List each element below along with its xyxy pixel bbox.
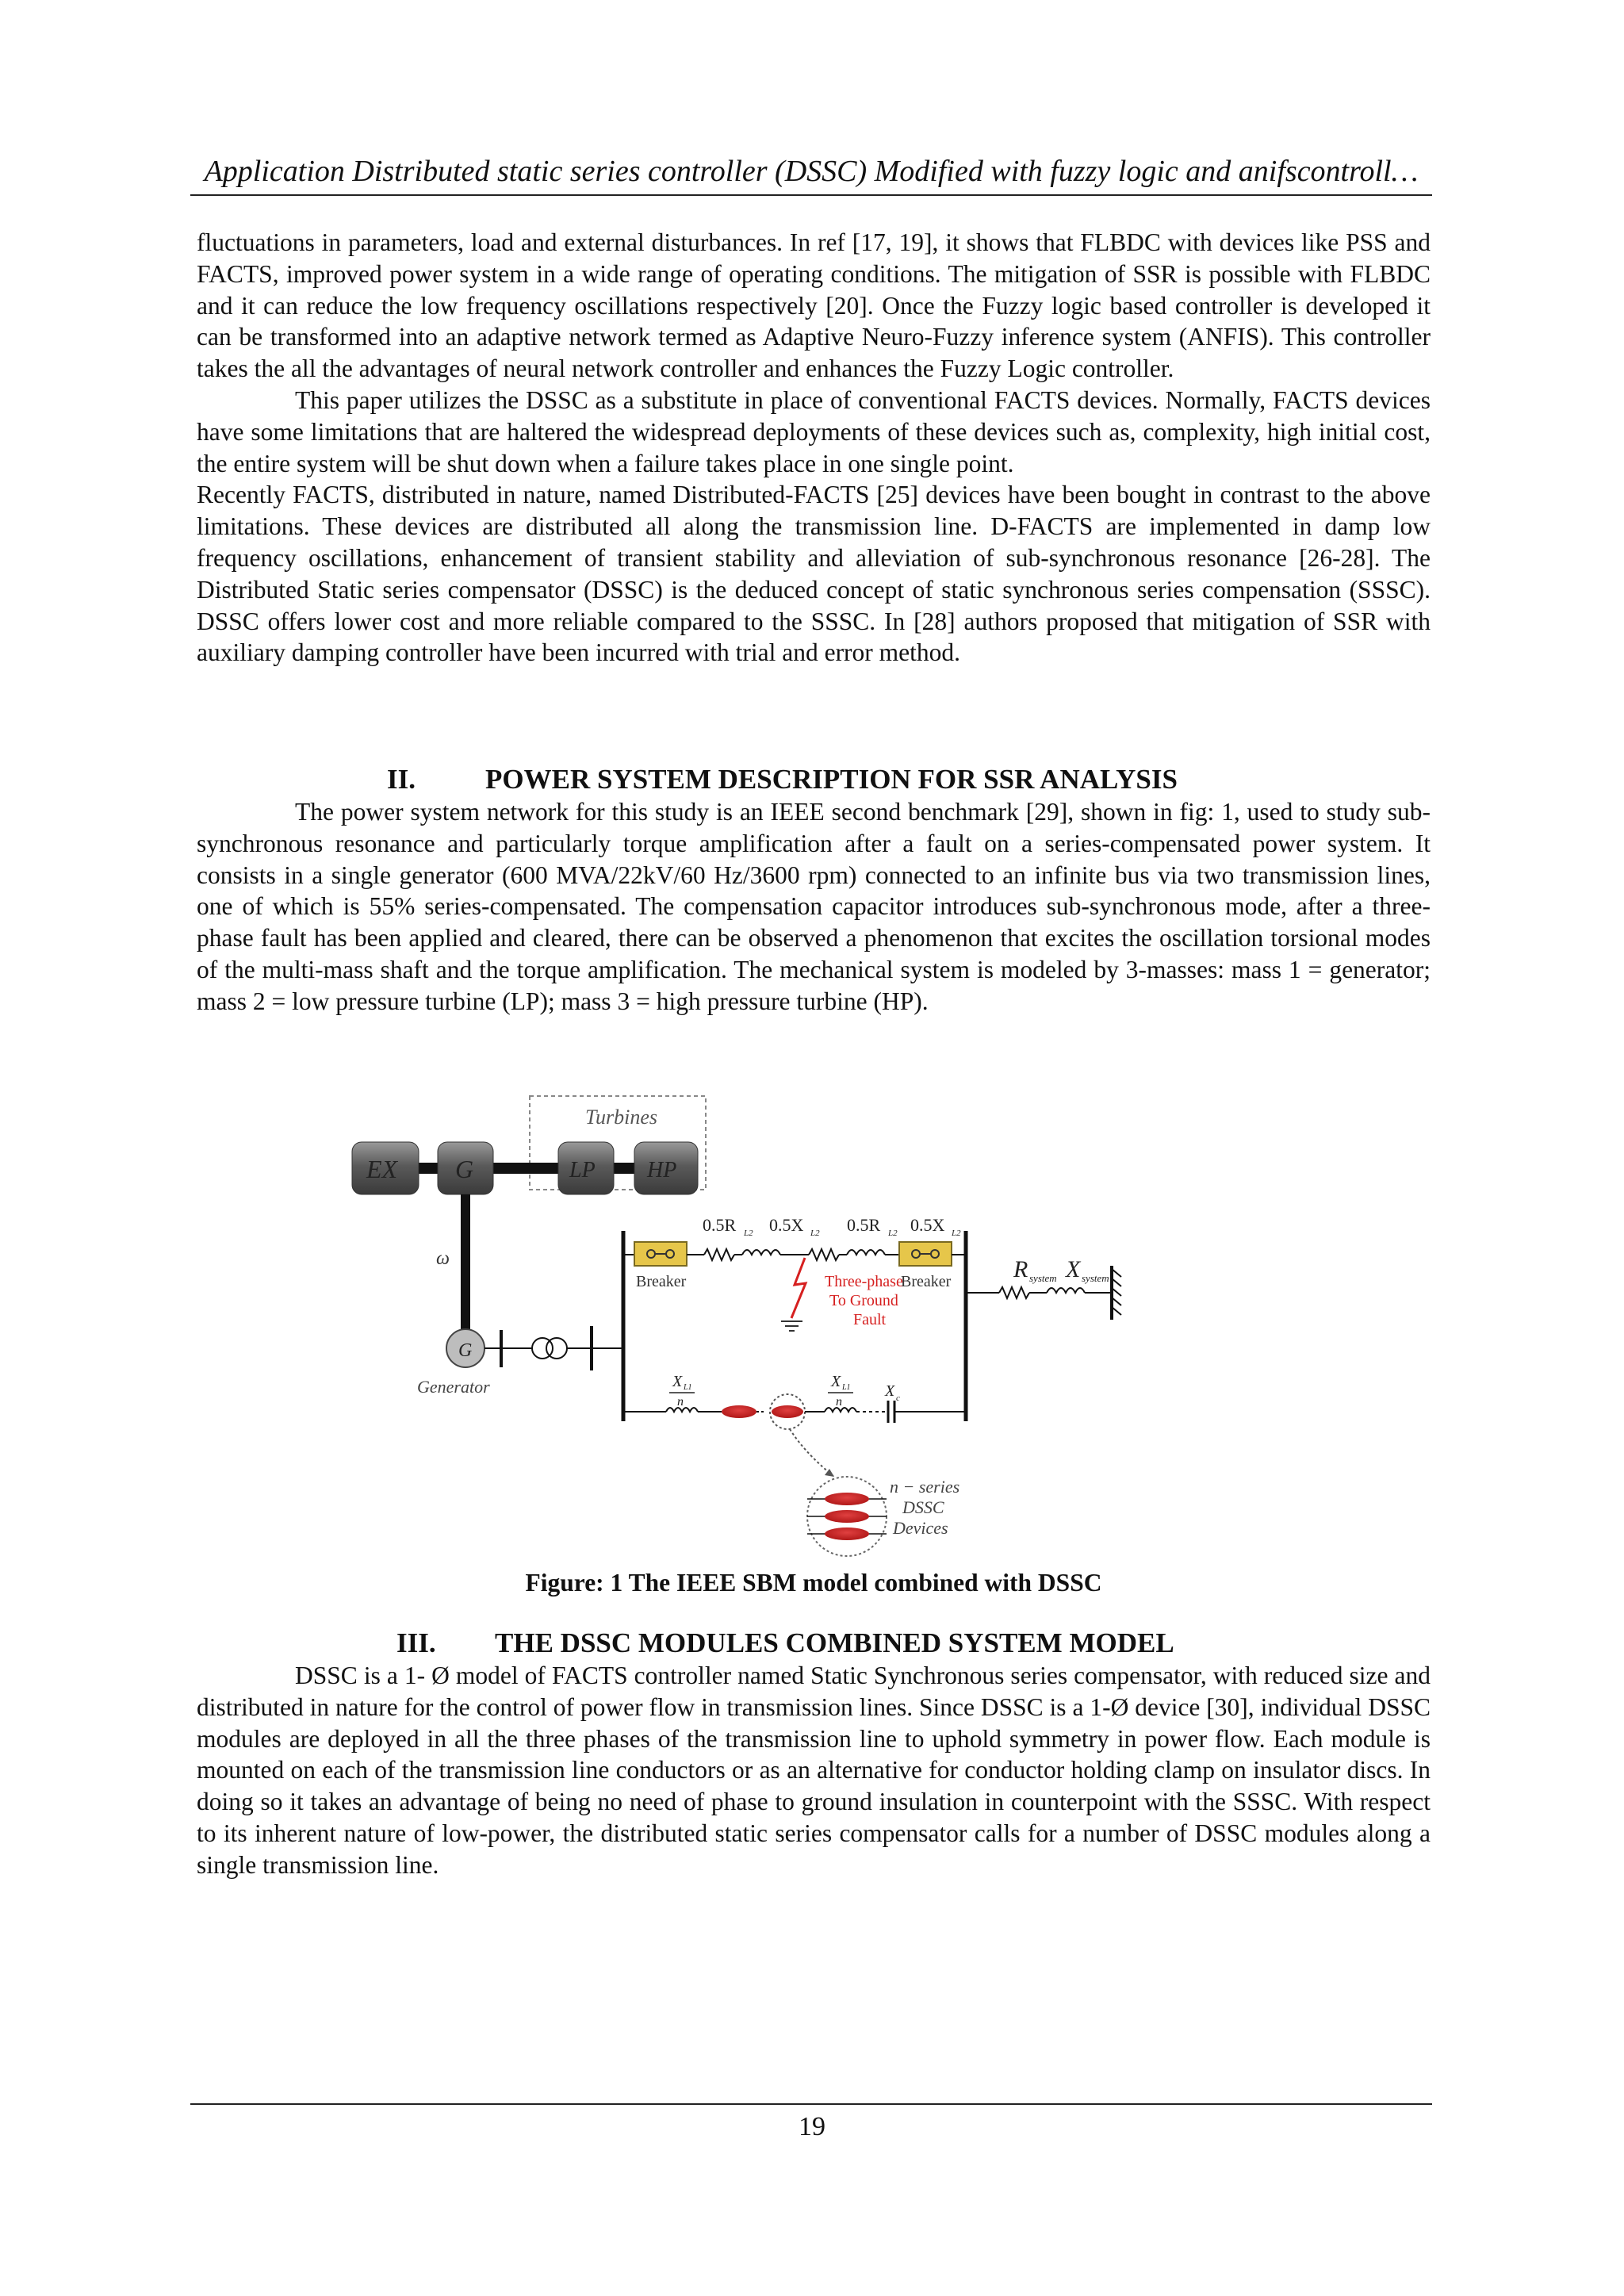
section-2-number: II. <box>387 764 416 795</box>
transformer-winding-2 <box>546 1338 567 1359</box>
mass-g <box>438 1142 493 1194</box>
system-inductor <box>1047 1288 1085 1293</box>
breaker-2 <box>899 1242 952 1266</box>
generator-symbol-label: G <box>458 1340 473 1361</box>
page-number: 19 <box>799 2112 825 2141</box>
svg-text:X: X <box>831 1373 841 1390</box>
svg-text:system: system <box>1082 1272 1109 1284</box>
svg-text:Three-phase: Three-phase <box>825 1273 903 1290</box>
svg-text:LP: LP <box>569 1158 596 1182</box>
svg-text:n: n <box>836 1395 842 1409</box>
svg-text:To Ground: To Ground <box>829 1292 898 1309</box>
svg-text:L1: L1 <box>684 1383 692 1392</box>
intro-paragraph-1: fluctuations in parameters, load and external disturbances. In ref [17, 19], it shows that FLBDC with devices like PSS and FACTS, improved power system in a wide range of operating conditions. The mitigation of SSR is possible with FLBDC and it can reduce the low frequency oscillations respectively [20]. Once the Fuzzy logic based controller is developed it can be transformed into an adaptive network termed as Adaptive Neuro-Fuzzy inference system (ANFIS). This controller takes the all the advantages of neural network controller and enhances the Fuzzy Logic controller. <box>197 228 1431 383</box>
svg-text:HP: HP <box>647 1158 677 1182</box>
svg-text:L1: L1 <box>842 1383 851 1392</box>
svg-text:Devices: Devices <box>893 1518 948 1538</box>
mass-hp <box>634 1142 698 1194</box>
inductor-1 <box>742 1250 780 1255</box>
mass-lp <box>558 1142 614 1194</box>
svg-text:R: R <box>1013 1256 1028 1282</box>
circuit-diagram <box>349 1088 1285 1564</box>
header-rule <box>190 194 1432 196</box>
resistor-2 <box>809 1249 839 1260</box>
section-2-paragraph: The power system network for this study is an IEEE second benchmark [29], shown in fig: 1, used to study sub-synchronous resonance and particularly torque amplification after a fault on a series-compensated power system. It consists in a single generator (600 MVA/22kV/60 Hz/3600 rpm) connected to an infinite bus via two transmission lines, one of which is 55% series-compensated. The compensation capacitor introduces sub-synchronous mode, after a three-phase fault has been applied and cleared, there can be observed a phenomenon that excites the oscillation torsional modes of the multi-mass shaft and the torque amplification. The mechanical system is modeled by 3-masses: mass 1 = generator; mass 2 = low pressure turbine (LP); mass 3 = high pressure turbine (HP). <box>197 798 1431 1015</box>
svg-text:0.5X: 0.5X <box>769 1215 804 1235</box>
top-line-labels <box>703 1215 961 1238</box>
svg-text:L2: L2 <box>952 1228 961 1238</box>
svg-text:EX: EX <box>366 1155 398 1183</box>
dssc-group-device-3 <box>825 1527 869 1540</box>
breaker-2-label: Breaker <box>901 1273 952 1290</box>
mass-ex <box>352 1142 419 1194</box>
breaker-1 <box>634 1242 687 1266</box>
svg-text:0.5R: 0.5R <box>847 1215 881 1235</box>
svg-text:n: n <box>677 1395 684 1409</box>
inductor-2 <box>847 1250 885 1255</box>
svg-text:0.5R: 0.5R <box>703 1215 737 1235</box>
dssc-group-device-1 <box>825 1493 869 1505</box>
figure-ieee-sbm <box>349 1088 1285 1564</box>
footer-rule <box>190 2103 1432 2105</box>
generator-shaft <box>461 1194 470 1331</box>
bottom-line-labels <box>669 1373 900 1409</box>
dssc-callout-arrow <box>790 1429 834 1477</box>
omega-label: ω <box>436 1248 450 1269</box>
intro-paragraph-3: Recently FACTS, distributed in nature, named Distributed-FACTS [25] devices have been bought in contrast to the above limitations. These devices are distributed all along the transmission line. D-FACTS are implemented in damp low frequency oscillations, enhancement of transient stability and alleviation of sub-synchronous resonance [26-28]. The Distributed Static series compensator (DSSC) is the deduced concept of static synchronous series compensation (SSSC). DSSC offers lower cost and more reliable compared to the SSSC. In [28] authors proposed that mitigation of SSR with auxiliary damping controller have been incurred with trial and error method. <box>197 481 1431 667</box>
running-header: Application Distributed static series controller (DSSC) Modified with fuzzy logic and anifscontroll… <box>204 155 1419 188</box>
dssc-group-device-2 <box>825 1510 869 1523</box>
svg-text:L2: L2 <box>810 1228 820 1238</box>
svg-text:DSSC: DSSC <box>902 1497 944 1517</box>
svg-text:L2: L2 <box>744 1228 753 1238</box>
intro-text <box>197 227 1431 669</box>
section-2-text <box>197 796 1431 1018</box>
svg-text:0.5X: 0.5X <box>910 1215 945 1235</box>
section-3-text <box>197 1660 1431 1881</box>
svg-text:G: G <box>455 1155 474 1183</box>
section-3-paragraph: DSSC is a 1- Ø model of FACTS controller named Static Synchronous series compensator, with reduced size and distributed in nature for the control of power flow in transmission lines. Since DSSC is a 1-Ø device [30], individual DSSC modules are deployed in all the three phases of the transmission line to uphold symmetry in power flow. Each module is mounted on each of the transmission line conductors or as an alternative for conductor holding clamp on insulator discs. In doing so it takes an advantage of being no need of phase to ground insulation in counterpoint with the SSSC. With respect to its inherent nature of low-power, the distributed static series compensator calls for a number of DSSC modules along a single transmission line. <box>197 1662 1431 1879</box>
turbines-label: Turbines <box>585 1106 658 1129</box>
svg-text:n − series: n − series <box>890 1477 960 1497</box>
svg-text:c: c <box>896 1393 900 1403</box>
dssc-device-2 <box>772 1405 803 1418</box>
section-3-title: THE DSSC MODULES COMBINED SYSTEM MODEL <box>495 1627 1174 1658</box>
svg-text:X: X <box>1066 1256 1081 1282</box>
fault-label <box>825 1273 903 1328</box>
intro-paragraph-2: This paper utilizes the DSSC as a substitute in place of conventional FACTS devices. Normally, FACTS devices have some limitations that are haltered the widespread deployments of these devices such as, complexity, high initial cost, the entire system will be shut down when a failure takes place in one single point. <box>197 385 1431 477</box>
figure-caption: Figure: 1 The IEEE SBM model combined with DSSC <box>525 1569 1102 1596</box>
section-3-number: III. <box>396 1627 436 1658</box>
resistor-1 <box>704 1249 734 1260</box>
system-impedance-labels <box>1013 1256 1109 1284</box>
generator-label: Generator <box>417 1377 490 1397</box>
svg-text:X: X <box>672 1373 683 1390</box>
dssc-group-label <box>890 1477 959 1538</box>
breaker-1-label: Breaker <box>636 1273 687 1290</box>
svg-text:system: system <box>1029 1272 1057 1284</box>
svg-text:X: X <box>885 1382 895 1400</box>
svg-text:L2: L2 <box>888 1228 898 1238</box>
dssc-device-1 <box>722 1405 756 1418</box>
svg-text:Fault: Fault <box>853 1311 887 1328</box>
fault-bolt <box>791 1258 806 1318</box>
section-2-title: POWER SYSTEM DESCRIPTION FOR SSR ANALYSIS <box>485 764 1178 795</box>
system-resistor <box>999 1287 1029 1298</box>
